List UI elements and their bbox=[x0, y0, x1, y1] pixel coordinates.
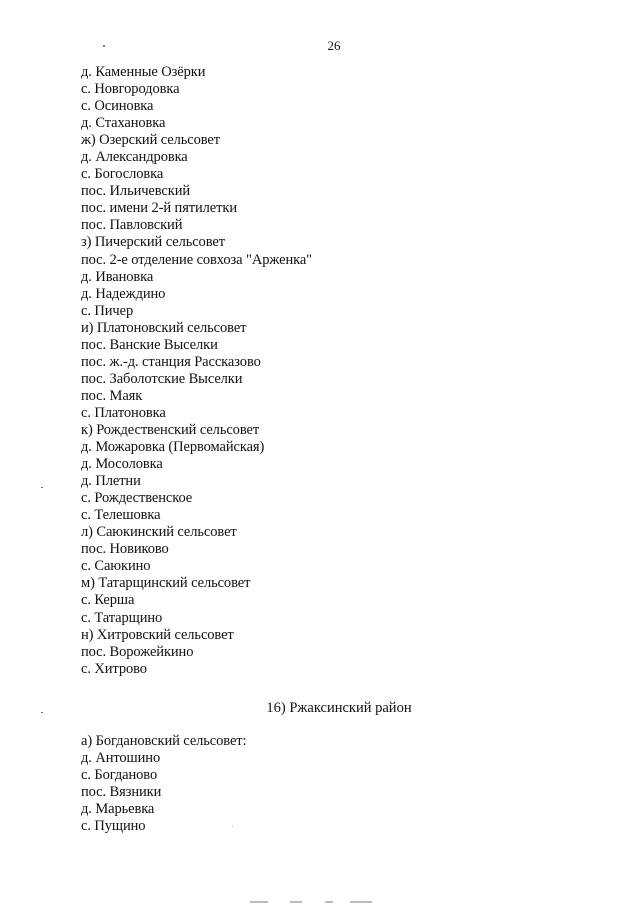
list-item: пос. ж.-д. станция Рассказово bbox=[81, 353, 261, 370]
list-item: и) Платоновский сельсовет bbox=[81, 319, 247, 336]
list-item: с. Пичер bbox=[81, 302, 134, 319]
list-item: д. Антошино bbox=[81, 750, 161, 766]
scan-speck bbox=[41, 712, 43, 713]
list-item: с. Богданово bbox=[81, 767, 158, 783]
list-item: с. Рождественское bbox=[81, 490, 193, 507]
scan-smudge bbox=[350, 901, 372, 903]
list-item: д. Стахановка bbox=[81, 115, 166, 132]
list-item: д. Александровка bbox=[81, 149, 188, 166]
list-item: пос. имени 2-й пятилетки bbox=[81, 200, 237, 217]
list-item: с. Хитрово bbox=[81, 660, 147, 677]
list-item: к) Рождественский сельсовет bbox=[81, 421, 260, 438]
list-item: м) Татарщинский сельсовет bbox=[81, 575, 251, 592]
list-item: с. Саюкино bbox=[81, 558, 151, 575]
list-item: пос. 2-е отделение совхоза "Арженка" bbox=[81, 251, 312, 268]
list-item: д. Каменные Озёрки bbox=[81, 64, 206, 80]
scan-smudge bbox=[325, 901, 333, 903]
list-item: пос. Ворожейкино bbox=[81, 643, 194, 660]
list-item: с. Платоновка bbox=[81, 404, 166, 421]
list-item: д. Ивановка bbox=[81, 268, 154, 285]
district-heading: 16) Ржаксинский район bbox=[266, 700, 412, 716]
list-item: д. Марьевка bbox=[81, 801, 155, 817]
list-item: д. Плетни bbox=[81, 473, 141, 490]
list-item: пос. Павловский bbox=[81, 217, 183, 234]
list-item: с. Пущино bbox=[81, 818, 146, 834]
scan-speck bbox=[103, 45, 105, 47]
list-item: пос. Ильичевский bbox=[81, 183, 191, 200]
scan-smudge bbox=[290, 901, 302, 903]
scan-smudge bbox=[250, 901, 268, 903]
list-item: д. Можаровка (Первомайская) bbox=[81, 439, 265, 456]
list-item: н) Хитровский сельсовет bbox=[81, 626, 234, 643]
list-item: д. Надеждино bbox=[81, 285, 166, 302]
list-item: а) Богдановский сельсовет: bbox=[81, 733, 247, 749]
list-item: пос. Ванские Выселки bbox=[81, 336, 218, 353]
list-item: з) Пичерский сельсовет bbox=[81, 234, 225, 251]
page-number: 26 bbox=[327, 38, 341, 53]
list-item: д. Мосоловка bbox=[81, 456, 163, 473]
list-item: с. Татарщино bbox=[81, 609, 163, 626]
list-item: л) Саюкинский сельсовет bbox=[81, 524, 237, 541]
list-item: пос. Заболотские Выселки bbox=[81, 370, 243, 387]
scan-speck bbox=[41, 487, 43, 488]
list-item: пос. Вязники bbox=[81, 784, 162, 800]
list-item: с. Новгородовка bbox=[81, 81, 180, 98]
list-item: с. Керша bbox=[81, 592, 135, 609]
list-item: пос. Маяк bbox=[81, 387, 143, 404]
list-item: с. Телешовка bbox=[81, 507, 161, 524]
list-item: с. Богословка bbox=[81, 166, 164, 183]
settlement-list bbox=[81, 64, 312, 678]
list-item: с. Осиновка bbox=[81, 98, 154, 115]
district-settlement-list bbox=[81, 733, 246, 835]
list-item: ж) Озерский сельсовет bbox=[81, 132, 220, 149]
list-item: пос. Новиково bbox=[81, 541, 169, 558]
scan-speck bbox=[232, 826, 233, 827]
